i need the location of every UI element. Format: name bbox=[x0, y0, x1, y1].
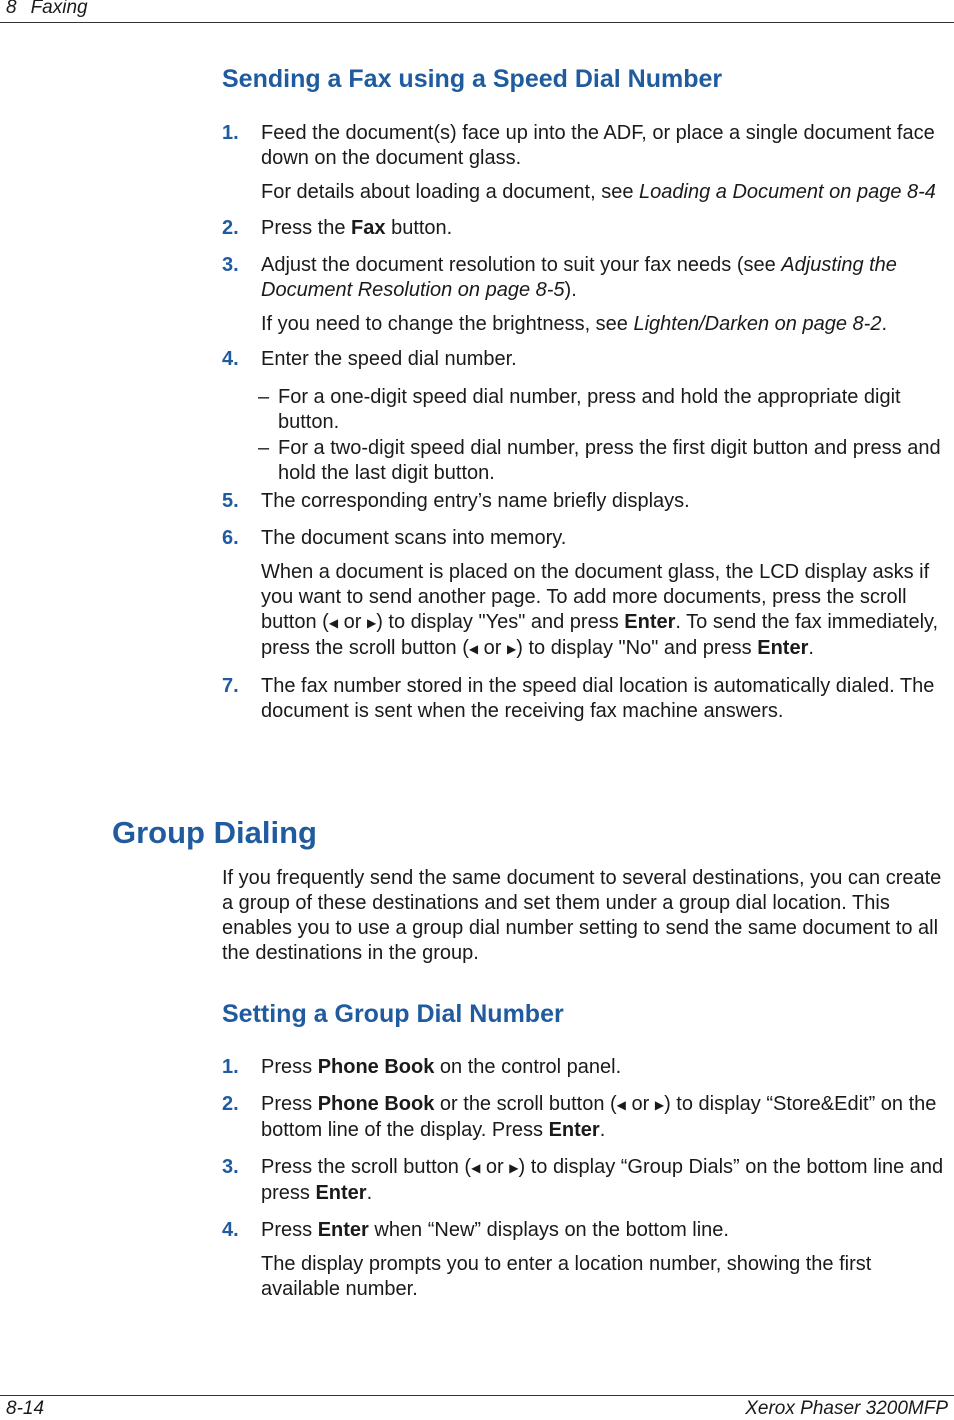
step-number: 4. bbox=[222, 348, 239, 370]
cross-reference: Loading a Document on page 8-4 bbox=[639, 181, 936, 203]
footer-rule bbox=[0, 1395, 954, 1396]
scroll-left-icon: ◀ bbox=[471, 1161, 481, 1175]
cross-reference: Lighten/Darken on page 8-2 bbox=[633, 313, 882, 335]
step-number: 3. bbox=[222, 1156, 239, 1178]
step-text: The document scans into memory. bbox=[261, 527, 567, 549]
step-text: Adjust the document resolution to suit your fax needs (see Adjusting the Document Resolution on page 8-5). bbox=[261, 254, 897, 301]
header-rule bbox=[0, 22, 954, 23]
product-name: Xerox Phaser 3200MFP bbox=[745, 1398, 948, 1419]
scroll-right-icon: ▶ bbox=[507, 642, 517, 656]
step-number: 2. bbox=[222, 217, 239, 239]
bullet-item: – For a one-digit speed dial number, press and hold the appropriate digit button. bbox=[258, 386, 901, 433]
body-text: If you frequently send the same document to several destinations, you can create a group of these destinations and set them under a group dial location. This enables you to use a group dial number setting to send the same document to all the destinations in the group. bbox=[222, 867, 942, 964]
step-text: Press Phone Book or the scroll button (◀ or ▶) to display “Store&Edit” on the bottom line of the display. Press Enter. bbox=[261, 1093, 937, 1141]
speed-dial-steps bbox=[222, 121, 952, 724]
section-heading-group-dialing: Group Dialing bbox=[112, 815, 317, 850]
step-number: 3. bbox=[222, 254, 239, 276]
step-2 bbox=[222, 1092, 952, 1143]
dash-marker: – bbox=[258, 437, 270, 459]
step-text: The fax number stored in the speed dial location is automatically dialed. The document is sent when the receiving fax machine answers. bbox=[261, 675, 935, 722]
scroll-right-icon: ▶ bbox=[366, 616, 377, 630]
step-text: Press Enter when “New” displays on the bottom line. bbox=[261, 1219, 729, 1241]
step-2 bbox=[222, 216, 952, 241]
step-number: 1. bbox=[222, 1056, 239, 1078]
group-dialing-intro bbox=[222, 866, 952, 966]
step-number: 4. bbox=[222, 1219, 239, 1241]
cross-reference: Adjusting the Document Resolution on page 8-5 bbox=[261, 254, 897, 301]
dash-marker: – bbox=[258, 386, 270, 408]
step-text: Feed the document(s) face up into the ADF, or place a single document face down on the document glass. bbox=[261, 122, 935, 169]
page-number: 8-14 bbox=[6, 1398, 45, 1419]
step-note: For details about loading a document, see Loading a Document on page 8-4 bbox=[261, 181, 936, 203]
step-5 bbox=[222, 489, 952, 514]
step-1 bbox=[222, 121, 952, 205]
step-text: The corresponding entry’s name briefly displays. bbox=[261, 490, 690, 512]
chapter-title: Faxing bbox=[30, 0, 88, 18]
step-number: 6. bbox=[222, 527, 239, 549]
step-number: 7. bbox=[222, 675, 239, 697]
step-text: Press Phone Book on the control panel. bbox=[261, 1056, 622, 1078]
step-text: Press the scroll button (◀ or ▶) to display “Group Dials” on the bottom line and press Enter. bbox=[261, 1156, 944, 1204]
section-heading-setting-group: Setting a Group Dial Number bbox=[222, 1000, 564, 1028]
scroll-left-icon: ◀ bbox=[616, 1098, 626, 1112]
scroll-left-icon: ◀ bbox=[468, 642, 479, 656]
step-text: Enter the speed dial number. bbox=[261, 348, 517, 370]
scroll-right-icon: ▶ bbox=[654, 1098, 665, 1112]
scroll-left-icon: ◀ bbox=[328, 616, 339, 630]
step-6 bbox=[222, 526, 952, 662]
step-note: The display prompts you to enter a location number, showing the first available number. bbox=[261, 1253, 872, 1300]
step-1 bbox=[222, 1055, 952, 1080]
step-3 bbox=[222, 1155, 952, 1206]
step-4 bbox=[222, 1218, 952, 1302]
scroll-right-icon: ▶ bbox=[509, 1161, 519, 1175]
step-7 bbox=[222, 674, 952, 724]
step-note: If you need to change the brightness, see Lighten/Darken on page 8-2. bbox=[261, 313, 888, 335]
chapter-number: 8 bbox=[6, 0, 17, 18]
step-number: 5. bbox=[222, 490, 239, 512]
step-number: 1. bbox=[222, 122, 239, 144]
bullet-item: – For a two-digit speed dial number, press the first digit button and press and hold the last digit button. bbox=[258, 437, 941, 484]
group-dial-steps bbox=[222, 1055, 952, 1302]
step-4 bbox=[222, 347, 952, 372]
step-number: 2. bbox=[222, 1093, 239, 1115]
step-3 bbox=[222, 253, 952, 337]
section-heading-speed-dial: Sending a Fax using a Speed Dial Number bbox=[222, 65, 723, 93]
step-text: Press the Fax button. bbox=[261, 217, 453, 239]
running-header bbox=[6, 0, 88, 19]
step-note: When a document is placed on the document glass, the LCD display asks if you want to send another page. To add more documents, press the scroll button (◀ or ▶) to display "Yes" and press Enter. To send the fax immediately, press the scroll button (◀ or ▶) to display "No" and press Enter. bbox=[261, 561, 939, 659]
